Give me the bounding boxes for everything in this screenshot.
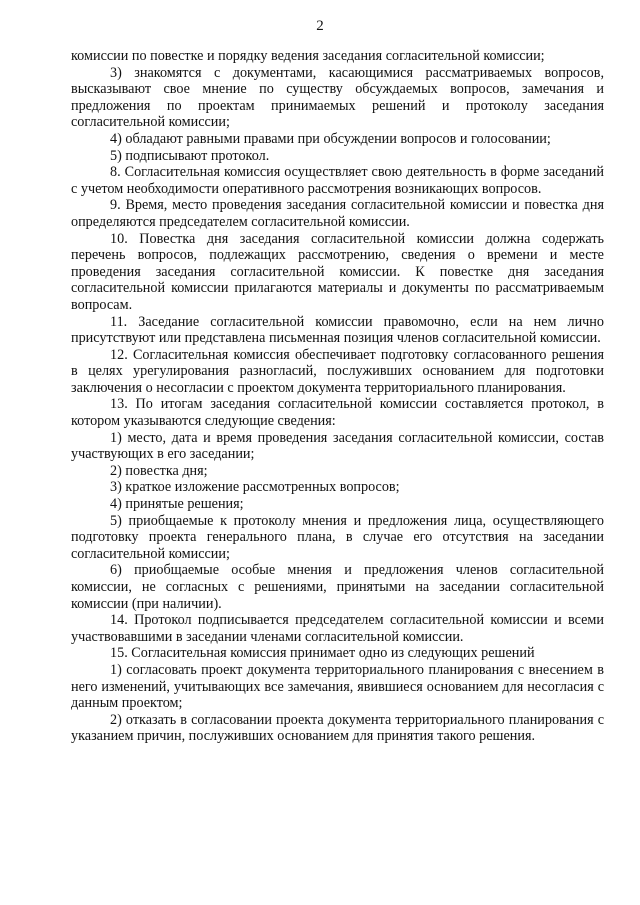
paragraph-9: 9. Время, место проведения заседания согласительной комиссии и повестка дня определяются председателем согласительной комиссии. [71, 197, 604, 230]
document-body [71, 48, 604, 745]
paragraph-12: 12. Согласительная комиссия обеспечивает подготовку согласованного решения в целях урегулирования разногласий, послуживших основанием для подготовки заключения о несогласии с проектом документа территориального планирования. [71, 346, 604, 396]
paragraph-item-3: 3) знакомятся с документами, касающимися рассматриваемых вопросов, высказывают свое мнение по существу обсуждаемых вопросов, замечания и предложения по проектам принимаемых решений и протоколу заседания согласительной комиссии; [71, 64, 604, 131]
paragraph-item-5: 5) подписывают протокол. [110, 147, 270, 164]
paragraph-14: 14. Протокол подписывается председателем согласительной комиссии и всеми участвовавшими в заседании членами согласительной комиссии. [71, 612, 604, 645]
paragraph-13-item-4: 4) принятые решения; [110, 496, 244, 513]
paragraph-15: 15. Согласительная комиссия принимает одно из следующих решений [110, 645, 535, 662]
paragraph-13-item-2: 2) повестка дня; [110, 462, 208, 479]
paragraph-15-item-2: 2) отказать в согласовании проекта документа территориального планирования с указанием причин, послуживших основанием для принятия такого решения. [71, 711, 604, 745]
paragraph-15-item-1: 1) согласовать проект документа территориального планирования с внесением в него изменений, учитывающих все замечания, явившиеся основанием для несогласия с данным проектом; [71, 661, 604, 712]
paragraph-13-item-6: 6) приобщаемые особые мнения и предложения членов согласительной комиссии, не согласных с решениями, принятыми на заседании согласительной комиссии (при наличии). [71, 562, 604, 612]
paragraph-13: 13. По итогам заседания согласительной комиссии составляется протокол, в котором указываются следующие сведения: [71, 396, 604, 430]
paragraph-item-4: 4) обладают равными правами при обсуждении вопросов и голосовании; [110, 130, 551, 147]
paragraph-10: 10. Повестка дня заседания согласительной комиссии должна содержать перечень вопросов, подлежащих рассмотрению, сведения о времени и месте проведения заседания согласительной комиссии. К повестке дня заседания согласительной комиссии прилагаются материалы и документы по рассматриваемым вопросам. [71, 230, 604, 313]
paragraph-13-item-3: 3) краткое изложение рассмотренных вопросов; [110, 479, 400, 496]
paragraph-13-item-5: 5) приобщаемые к протоколу мнения и предложения лица, осуществляющего подготовку проекта генерального плана, в случае его отсутствия на заседании согласительной комиссии; [71, 512, 604, 562]
paragraph-continuation: комиссии по повестке и порядку ведения заседания согласительной комиссии; [71, 48, 545, 64]
paragraph-13-item-1: 1) место, дата и время проведения заседания согласительной комиссии, состав участвующих в его заседании; [71, 429, 604, 463]
paragraph-11: 11. Заседание согласительной комиссии правомочно, если на нем лично присутствуют или представлена письменная позиция членов согласительной комиссии. [71, 313, 604, 347]
paragraph-8: 8. Согласительная комиссия осуществляет свою деятельность в форме заседаний с учетом необходимости оперативного рассмотрения возникающих вопросов. [71, 164, 604, 197]
page-number: 2 [316, 18, 324, 34]
